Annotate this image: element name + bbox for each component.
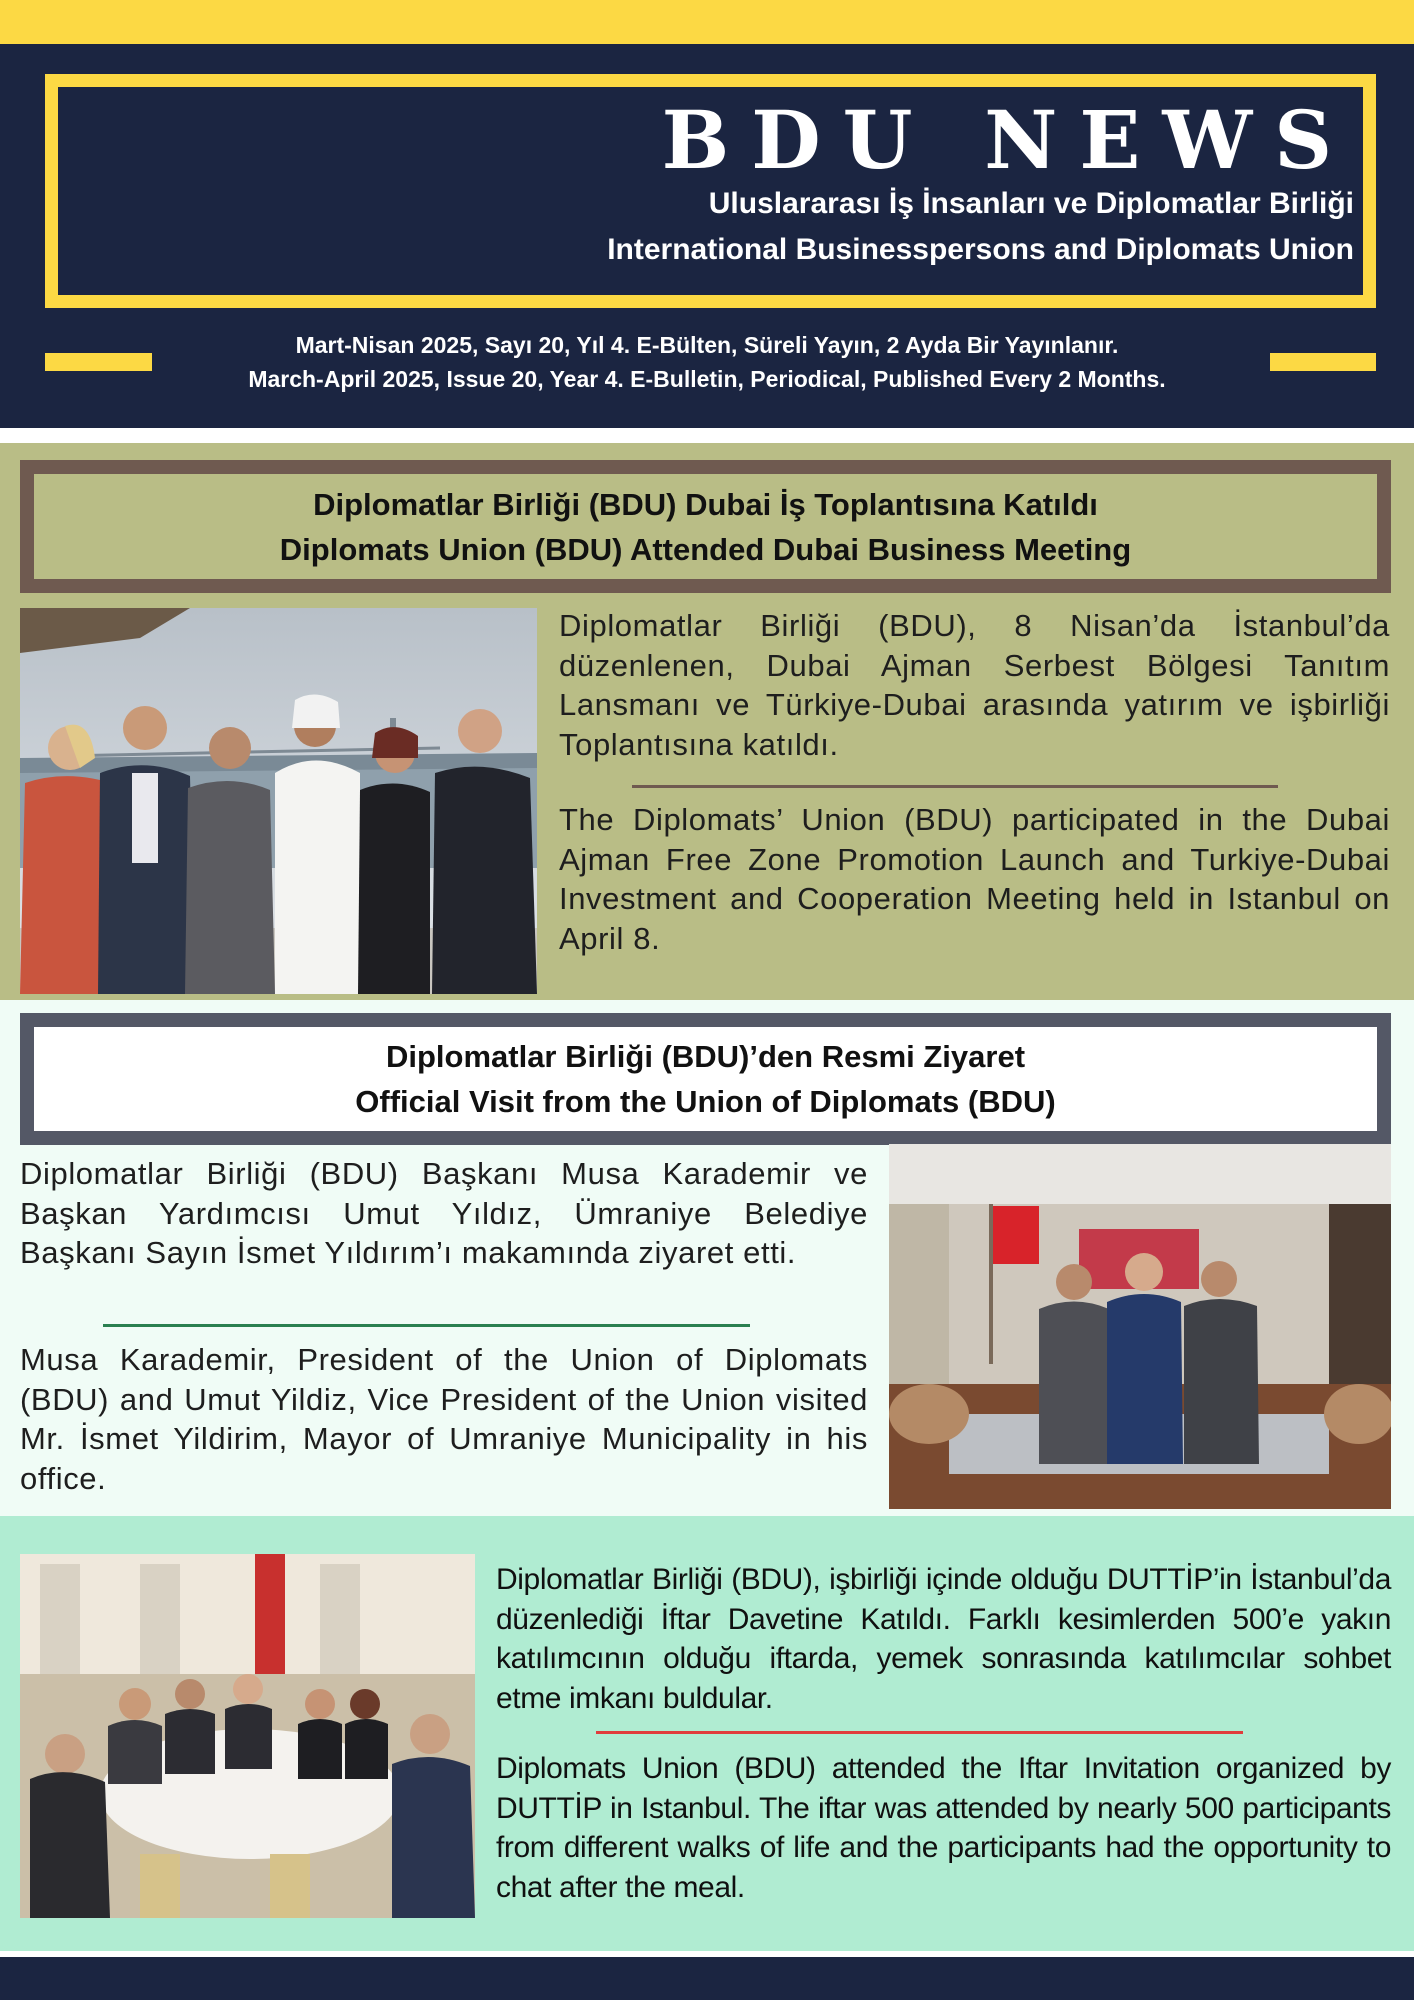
- article-body-en: [20, 1340, 868, 1498]
- article-headline-box: [20, 1013, 1391, 1145]
- headline-en: Diplomats Union (BDU) Attended Dubai Business Meeting: [279, 531, 1132, 567]
- paragraph-divider: [596, 1731, 1243, 1734]
- paragraph-en: The Diplomats’ Union (BDU) participated in the Dubai Ajman Free Zone Promotion Launch and Turkiye-Dubai Investment and Cooperation Meeting held in Istanbul on April 8.: [559, 802, 1390, 956]
- article-body-tr: [559, 606, 1390, 764]
- article-body-en: [496, 1749, 1391, 1907]
- paragraph-divider: [632, 785, 1278, 788]
- organization-name-tr: Uluslararası İş İnsanları ve Diplomatlar Birliği: [708, 187, 1354, 220]
- iftar-dinner-photo: [20, 1554, 475, 1918]
- paragraph-en: Musa Karademir, President of the Union of Diplomats (BDU) and Umut Yildiz, Vice President of the Union visited Mr. İsmet Yildirim, Mayor of Umraniye Municipality in his office.: [20, 1342, 868, 1496]
- official-visit-photo: [889, 1144, 1391, 1509]
- issue-info-tr: Mart-Nisan 2025, Sayı 20, Yıl 4. E-Bülten, Süreli Yayın, 2 Ayda Bir Yayınlanır.: [295, 332, 1119, 358]
- headline-en: Official Visit from the Union of Diplomats (BDU): [355, 1084, 1056, 1119]
- headline-tr: Diplomatlar Birliği (BDU)’den Resmi Ziyaret: [385, 1039, 1026, 1074]
- article-body-en: [559, 800, 1390, 958]
- headline-tr: Diplomatlar Birliği (BDU) Dubai İş Toplantısına Katıldı: [313, 486, 1098, 522]
- paragraph-divider: [103, 1324, 750, 1327]
- newsletter-title: BDU NEWS: [661, 93, 1354, 187]
- paragraph-en: Diplomats Union (BDU) attended the Iftar Invitation organized by DUTTİP in Istanbul. The iftar was attended by nearly 500 participants from different walks of life and the participants had the opportunity to chat after the meal.: [496, 1752, 1391, 1904]
- organization-name-en: International Businesspersons and Diplomats Union: [607, 233, 1354, 266]
- article-body-tr: [496, 1560, 1391, 1718]
- top-accent-bar: [0, 0, 1414, 44]
- dubai-meeting-photo: [20, 608, 537, 994]
- paragraph-tr: Diplomatlar Birliği (BDU) Başkanı Musa Karademir ve Başkan Yardımcısı Umut Yıldız, Ümraniye Belediye Başkanı Sayın İsmet Yıldırım’ı makamında ziyaret etti.: [20, 1156, 868, 1270]
- article-headline-box: [20, 460, 1391, 593]
- issue-info-en: March-April 2025, Issue 20, Year 4. E-Bulletin, Periodical, Published Every 2 Months.: [248, 366, 1166, 392]
- paragraph-tr: Diplomatlar Birliği (BDU), işbirliği içinde olduğu DUTTİP’in İstanbul’da düzenlediği İftar Davetine Katıldı. Farklı kesimlerden 500’e yakın katılımcının olduğu iftarda, yemek sonrasında katılımcılar sohbet etme imkanı buldular.: [496, 1563, 1391, 1715]
- footer-bar: [0, 1957, 1414, 2000]
- paragraph-tr: Diplomatlar Birliği (BDU), 8 Nisan’da İstanbul’da düzenlenen, Dubai Ajman Serbest Bölgesi Tanıtım Lansmanı ve Türkiye-Dubai arasında yatırım ve işbirliği Toplantısına katıldı.: [559, 608, 1390, 762]
- article-body-tr: [20, 1154, 868, 1273]
